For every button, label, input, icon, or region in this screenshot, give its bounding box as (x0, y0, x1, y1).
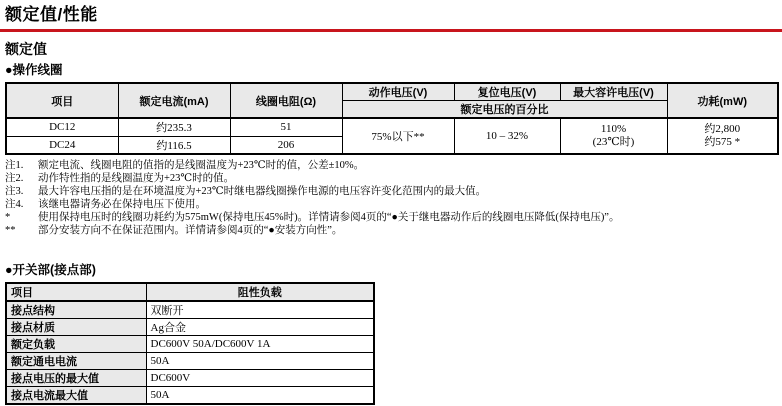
table-row-dc12 (6, 118, 778, 136)
cell-resistance-dc12: 51 (230, 118, 342, 136)
row-header: 接点材质 (6, 319, 146, 336)
cell-current-dc12: 约235.3 (118, 118, 230, 136)
table-row-contact-material (6, 319, 374, 336)
row-value: Ag合金 (146, 319, 374, 336)
note-label: 注2. (5, 173, 24, 184)
table-row-rated-load (6, 336, 374, 353)
row-header: 接点电压的最大值 (6, 370, 146, 387)
col-header-release-voltage: 复位电压(V) (454, 83, 560, 101)
col-header-power: 功耗(mW) (667, 83, 778, 118)
section-title-rated-values: 额定值 (5, 41, 47, 57)
col-header-resistive-load: 阻性负载 (146, 283, 374, 301)
table-row-max-contact-current (6, 387, 374, 405)
title-accent-rule (0, 29, 782, 32)
note-4 (5, 198, 782, 211)
cell-release-voltage: 10 – 32% (454, 118, 560, 154)
col-header-max-allowable-voltage: 最大容许电压(V) (560, 83, 667, 101)
note-label: ** (5, 225, 16, 236)
cell-operate-voltage: 75%以下** (342, 118, 454, 154)
note-label: 注4. (5, 199, 24, 210)
note-text: 动作特性指的是线圈温度为+23℃时的值。 (38, 173, 235, 184)
note-asterisk (5, 211, 782, 224)
note-label: * (5, 212, 11, 223)
note-label: 注3. (5, 186, 24, 197)
max-voltage-value: 110% (600, 123, 627, 135)
note-3 (5, 185, 782, 198)
cell-item-dc24: DC24 (6, 136, 118, 154)
table-row-rated-carry-current (6, 353, 374, 370)
table-row-max-contact-voltage (6, 370, 374, 387)
cell-power (667, 118, 778, 154)
row-value: 双断开 (146, 301, 374, 319)
cell-item-dc12: DC12 (6, 118, 118, 136)
switch-contact-table (5, 282, 375, 405)
coil-ratings-table (5, 82, 779, 155)
col-header-coil-resistance: 线圈电阻(Ω) (230, 83, 342, 118)
col-header-item: 项目 (6, 83, 118, 118)
col-subheader-percent-of-rated: 额定电压的百分比 (342, 101, 667, 119)
max-voltage-condition: (23℃时) (592, 136, 635, 148)
note-label: 注1. (5, 160, 24, 171)
power-value-operate: 约2,800 (704, 123, 741, 135)
notes-list (5, 159, 782, 237)
row-value: 50A (146, 387, 374, 405)
row-header: 接点电流最大值 (6, 387, 146, 405)
page-title: 额定值/性能 (5, 5, 98, 24)
cell-max-allowable-voltage (560, 118, 667, 154)
row-header: 额定通电电流 (6, 353, 146, 370)
power-value-hold: 约575 * (704, 136, 741, 148)
row-value: DC600V (146, 370, 374, 387)
row-header: 额定负载 (6, 336, 146, 353)
table-row-contact-structure (6, 301, 374, 319)
col-header-rated-current: 额定电流(mA) (118, 83, 230, 118)
switch-section-heading: ●开关部(接点部) (5, 263, 96, 277)
cell-resistance-dc24: 206 (230, 136, 342, 154)
col-header-item: 项目 (6, 283, 146, 301)
note-1 (5, 159, 782, 172)
row-value: 50A (146, 353, 374, 370)
note-text: 最大许容电压指的是在环境温度为+23℃时继电器线圈操作电源的电压容许变化范围内的最大值。 (38, 186, 487, 197)
cell-current-dc24: 约116.5 (118, 136, 230, 154)
note-2 (5, 172, 782, 185)
row-value: DC600V 50A/DC600V 1A (146, 336, 374, 353)
note-double-asterisk (5, 224, 782, 237)
row-header: 接点结构 (6, 301, 146, 319)
note-text: 部分安装方向不在保证范围内。详情请参阅4页的“●安装方向性”。 (38, 225, 343, 236)
note-text: 使用保持电压时的线圈功耗约为575mW(保持电压45%时)。详情请参阅4页的“●关于继电器动作后的线圈电压降低(保持电压)”。 (38, 212, 620, 223)
coil-section-heading: ●操作线圈 (5, 63, 63, 77)
col-header-operate-voltage: 动作电压(V) (342, 83, 454, 101)
note-text: 额定电流、线圈电阻的值指的是线圈温度为+23℃时的值，公差±10%。 (38, 160, 365, 171)
note-text: 该继电器请务必在保持电压下使用。 (38, 199, 206, 210)
